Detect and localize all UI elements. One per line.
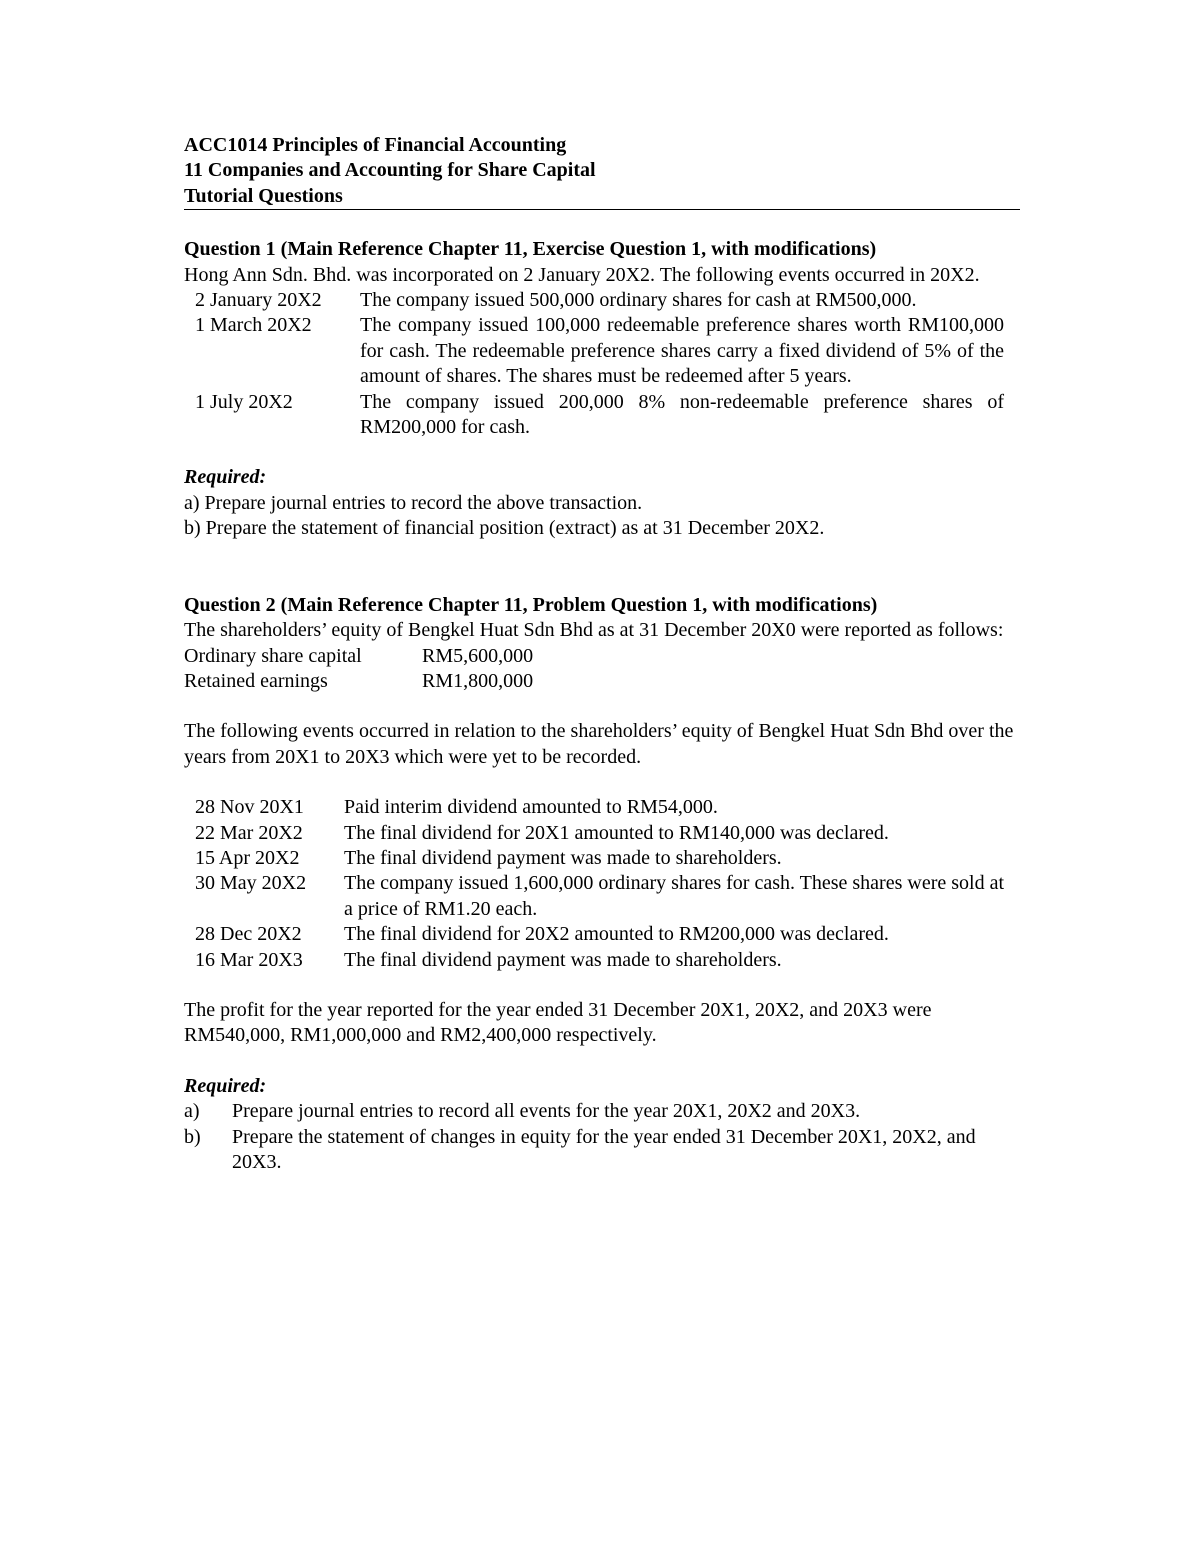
- event-date: 28 Dec 20X2: [195, 923, 302, 946]
- question-2-intro: The shareholders’ equity of Bengkel Huat Sdn Bhd as at 31 December 20X0 were reported as follows:: [184, 619, 1004, 642]
- equity-balances: [184, 644, 1020, 695]
- document-page: [184, 133, 1020, 1175]
- question-1-required-label: Required:: [184, 466, 267, 489]
- chapter-title: 11 Companies and Accounting for Share Capital: [184, 159, 596, 182]
- event-description: The company issued 500,000 ordinary shares for cash at RM500,000.: [360, 289, 917, 312]
- event-description: The final dividend payment was made to shareholders.: [344, 846, 782, 869]
- event-description: The company issued 200,000 8% non-redeemable preference shares of RM200,000 for cash.: [360, 390, 1004, 439]
- event-description: The final dividend for 20X2 amounted to RM200,000 was declared.: [344, 923, 889, 946]
- balance-value: RM5,600,000: [422, 644, 534, 667]
- event-description: The company issued 1,600,000 ordinary shares for cash. These shares were sold at a price of RM1.20 each.: [344, 872, 1004, 920]
- question-2-events: [184, 795, 1020, 973]
- event-date: 28 Nov 20X1: [195, 796, 304, 819]
- balance-label: Ordinary share capital: [184, 644, 362, 667]
- balance-label: Retained earnings: [184, 669, 328, 692]
- course-title: ACC1014 Principles of Financial Accounting: [184, 134, 567, 156]
- question-2-required-list: [184, 1099, 1020, 1175]
- event-description: The company issued 100,000 redeemable preference shares worth RM100,000 for cash. The redeemable preference shares carry a fixed dividend of 5% of the amount of shares. The shares must be redeemed after 5 years.: [360, 314, 1004, 388]
- document-header: [184, 133, 1020, 210]
- event-date: 30 May 20X2: [195, 872, 307, 895]
- question-2: [184, 593, 1020, 1176]
- event-date: 15 Apr 20X2: [195, 846, 300, 869]
- balance-value: RM1,800,000: [422, 669, 534, 692]
- question-1-title: Question 1 (Main Reference Chapter 11, Exercise Question 1, with modifications): [184, 238, 877, 261]
- question-2-profit-note: The profit for the year reported for the year ended 31 December 20X1, 20X2, and 20X3 were RM540,000, RM1,000,000 and RM2,400,000 respectively.: [184, 998, 932, 1047]
- required-letter: a): [184, 1100, 200, 1123]
- question-2-title: Question 2 (Main Reference Chapter 11, Problem Question 1, with modifications): [184, 593, 878, 616]
- question-1-intro: Hong Ann Sdn. Bhd. was incorporated on 2 January 20X2. The following events occurred in 20X2.: [184, 263, 980, 286]
- required-text: Prepare journal entries to record all events for the year 20X1, 20X2 and 20X3.: [232, 1100, 861, 1123]
- document-subtitle: Tutorial Questions: [184, 184, 343, 207]
- question-2-events-intro: The following events occurred in relation to the shareholders’ equity of Bengkel Huat Sdn Bhd over the years from 20X1 to 20X3 which were yet to be recorded.: [184, 720, 1014, 768]
- event-date: 2 January 20X2: [195, 289, 322, 312]
- event-description: The final dividend payment was made to shareholders.: [344, 948, 782, 971]
- question-1: [184, 237, 1020, 541]
- event-date: 16 Mar 20X3: [195, 948, 303, 971]
- event-description: Paid interim dividend amounted to RM54,000.: [344, 796, 718, 819]
- event-date: 1 July 20X2: [195, 390, 293, 413]
- event-date: 1 March 20X2: [195, 314, 312, 337]
- question-2-required-label: Required:: [184, 1074, 267, 1097]
- required-text: Prepare the statement of changes in equity for the year ended 31 December 20X1, 20X2, and 20X3.: [232, 1125, 976, 1173]
- required-letter: b): [184, 1125, 201, 1148]
- event-date: 22 Mar 20X2: [195, 821, 303, 844]
- event-description: The final dividend for 20X1 amounted to RM140,000 was declared.: [344, 821, 889, 844]
- question-1-required-b: b) Prepare the statement of financial position (extract) as at 31 December 20X2.: [184, 517, 825, 540]
- question-1-required-a: a) Prepare journal entries to record the above transaction.: [184, 491, 643, 514]
- question-1-events: [184, 288, 1020, 440]
